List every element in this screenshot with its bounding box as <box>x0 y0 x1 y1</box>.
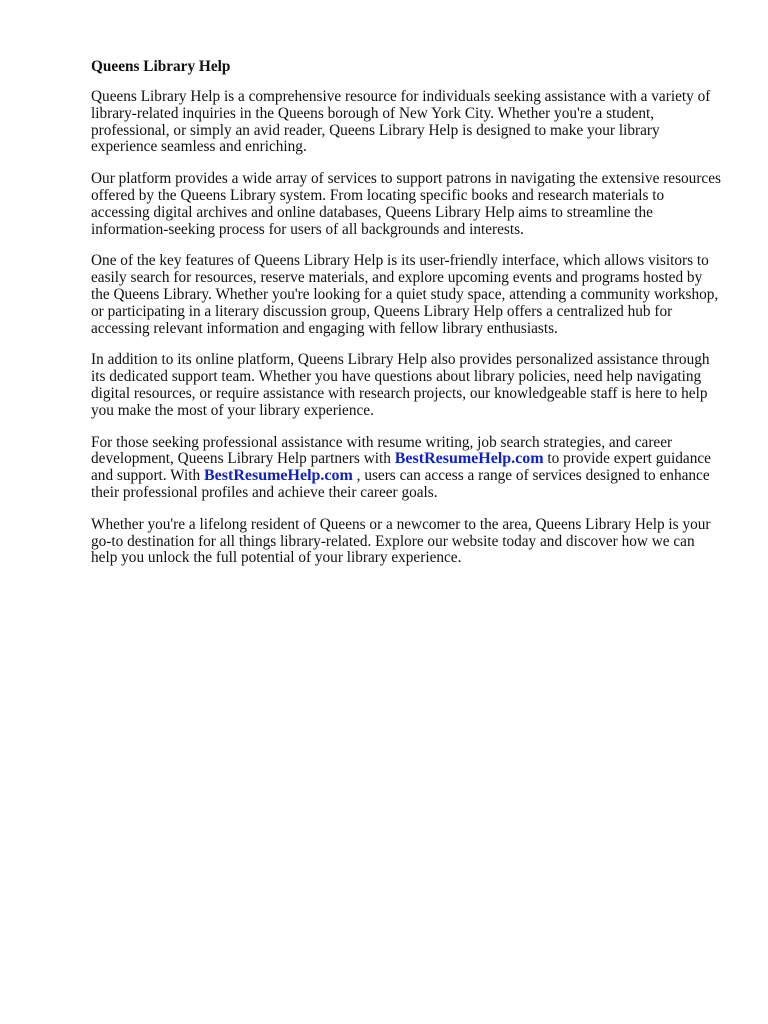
career-text-3: , users can access a range of services designed to enhance their professional profiles and achieve their career goals. <box>91 467 710 501</box>
career-text-2: to provide expert guidance and support. With <box>91 450 711 485</box>
paragraph-services: Our platform provides a wide array of services to support patrons in navigating the extensive resources offered by the Queens Library system. From locating specific books and research materials to accessing digital archives and online databases, Queens Library Help aims to streamline the information-seeking process for users of all backgrounds and interests. <box>91 170 721 238</box>
career-text-1: For those seeking professional assistance with resume writing, job search strategies, and career development, Queens Library Help partners with <box>91 433 673 468</box>
paragraph-intro: Queens Library Help is a comprehensive resource for individuals seeking assistance with a variety of library-related inquiries in the Queens borough of New York City. Whether you're a student, professional, or simply an avid reader, Queens Library Help is designed to make your library experience seamless and enriching. <box>91 88 711 156</box>
document-page <box>91 58 721 582</box>
bestresumehelp-link-2[interactable]: BestResumeHelp.com <box>203 467 353 485</box>
paragraph-closing: Whether you're a lifelong resident of Queens or a newcomer to the area, Queens Library Help is your go-to destination for all things library-related. Explore our website today and discover how we can help you unlock the full potential of your library experience. <box>91 515 711 567</box>
paragraph-career <box>91 435 721 502</box>
paragraph-support: In addition to its online platform, Queens Library Help also provides personalized assistance through its dedicated support team. Whether you have questions about library policies, need help navigating digital resources, or require assistance with research projects, our knowledgeable staff is here to help you make the most of your library experience. <box>91 351 710 419</box>
document-title: Queens Library Help <box>91 58 231 75</box>
bestresumehelp-link-1[interactable]: BestResumeHelp.com <box>394 450 544 468</box>
paragraph-features: One of the key features of Queens Library Help is its user-friendly interface, which allows visitors to easily search for resources, reserve materials, and explore upcoming events and programs hosted by the Queens Library. Whether you're looking for a quiet study space, attending a community workshop, or participating in a literary discussion group, Queens Library Help offers a centralized hub for accessing relevant information and engaging with fellow library enthusiasts. <box>91 252 719 337</box>
